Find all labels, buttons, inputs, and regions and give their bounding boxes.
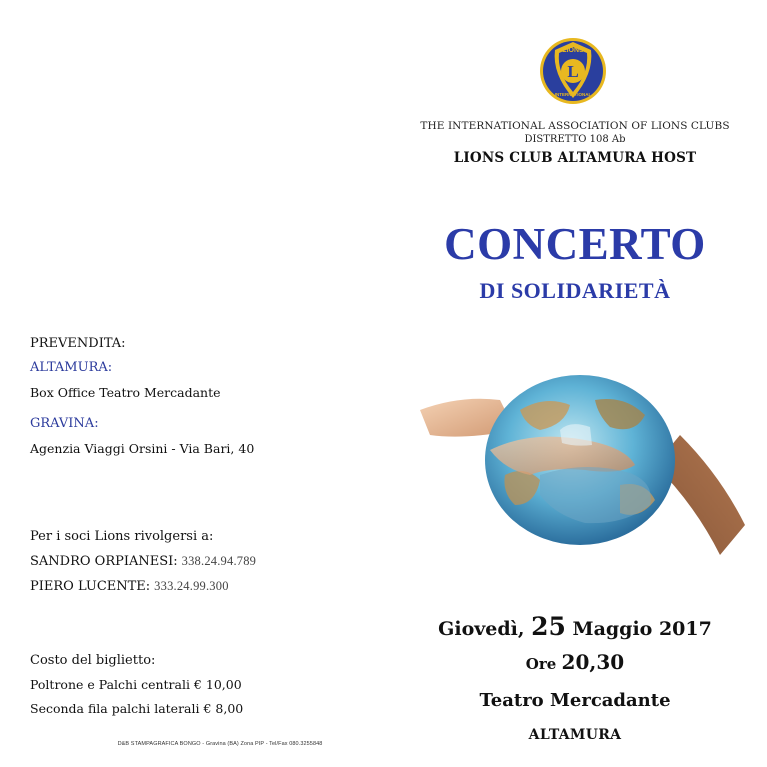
contact-name: SANDRO ORPIANESI: bbox=[30, 554, 178, 569]
presale-heading: PREVENDITA: bbox=[30, 336, 126, 351]
left-column bbox=[30, 0, 360, 767]
association-name: THE INTERNATIONAL ASSOCIATION OF LIONS CLUBS bbox=[420, 120, 730, 132]
ticket-heading: Costo del biglietto: bbox=[30, 653, 156, 668]
event-day-prefix: Giovedì, bbox=[438, 618, 525, 640]
ticket-price-lateral: Seconda fila palchi laterali € 8,00 bbox=[30, 701, 244, 716]
event-venue: Teatro Mercadante bbox=[479, 690, 671, 711]
printer-credit: D&B STAMPAGRAFICA BONGO - Gravina (BA) Zona PIP - Tel/Fax 080.3255848 bbox=[117, 741, 323, 747]
club-name: LIONS CLUB ALTAMURA HOST bbox=[453, 150, 697, 166]
logo-top-text: LIONS bbox=[562, 47, 584, 54]
contacts-heading: Per i soci Lions rivolgersi a: bbox=[30, 529, 214, 544]
logo-bottom-text: INTERNATIONAL bbox=[554, 92, 592, 97]
lions-international-emblem-icon bbox=[538, 36, 608, 106]
contact-phone: 333.24.99.300 bbox=[154, 579, 229, 593]
event-city: ALTAMURA bbox=[528, 727, 622, 743]
presale-place-gravina: Agenzia Viaggi Orsini - Via Bari, 40 bbox=[30, 441, 255, 456]
event-time-value: 20,30 bbox=[561, 650, 625, 674]
presale-city-altamura: ALTAMURA: bbox=[30, 360, 113, 375]
ticket-price-central: Poltrone e Palchi centrali € 10,00 bbox=[30, 677, 242, 692]
presale-place-altamura: Box Office Teatro Mercadante bbox=[30, 385, 221, 400]
contact-phone: 338.24.94.789 bbox=[181, 554, 257, 568]
event-time bbox=[420, 650, 730, 674]
district-name: DISTRETTO 108 Ab bbox=[524, 134, 626, 145]
event-date bbox=[420, 612, 730, 641]
contact-sandro bbox=[30, 553, 256, 569]
hands-holding-globe-icon bbox=[420, 355, 745, 570]
concert-subtitle: DI SOLIDARIETÀ bbox=[479, 278, 671, 303]
event-day-number: 25 bbox=[531, 612, 566, 641]
event-month-year: Maggio 2017 bbox=[572, 618, 712, 640]
contact-piero bbox=[30, 578, 229, 594]
contact-name: PIERO LUCENTE: bbox=[30, 579, 151, 594]
concert-title: CONCERTO bbox=[444, 219, 706, 269]
presale-city-gravina: GRAVINA: bbox=[30, 416, 99, 431]
logo-letter: L bbox=[567, 62, 579, 81]
event-time-label: Ore bbox=[525, 655, 557, 673]
